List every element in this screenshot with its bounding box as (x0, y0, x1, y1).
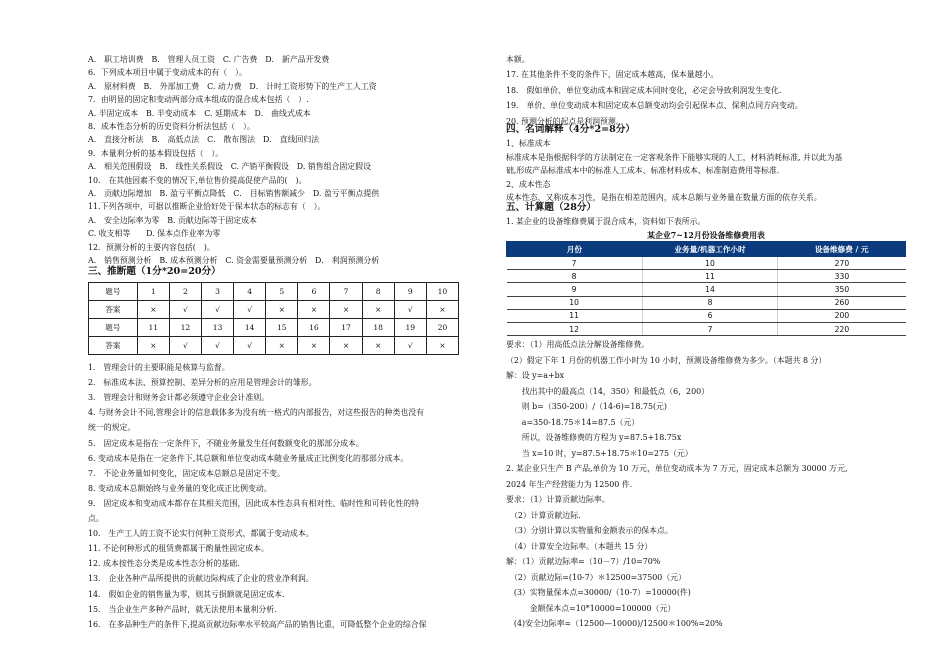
judge-num: 12 (169, 319, 201, 337)
judge-num: 4 (234, 283, 266, 301)
table-cell: 11 (642, 270, 778, 283)
judge-num: 16 (298, 319, 330, 337)
text-line: 16． 在多品种生产的条件下,提高贡献边际率水平较高产品的销售比重，可降低整个企业的综合保 (88, 619, 427, 629)
table-cell: 6 (642, 309, 778, 322)
text-line: 标准成本是指根据科学的方法制定在一定客观条件下能够实现的人工，材料消耗标准, 并以此为基 (506, 152, 843, 162)
judge-num: 9 (394, 283, 426, 301)
judge-section-title: 三、推断题（1分*20=20分） (88, 266, 221, 277)
text-line: 本额。 (506, 55, 530, 64)
table-cell: 9 (507, 283, 643, 296)
judge-answer: × (266, 301, 298, 319)
text-line: a=350-18.75＊14=87.5（元） (506, 417, 640, 427)
text-line: 统一的规定。 (88, 423, 136, 433)
table-cell: 10 (507, 296, 643, 309)
text-line: 12．预测分析的主要内容包括( )。 (88, 242, 215, 252)
text-line: 4. 与财务会计不同,管理会计的信息载体多为没有统一格式的内部报告，对这些报告的种类也没有 (88, 408, 425, 418)
judge-num: 2 (169, 283, 201, 301)
judge-row-answers-1 (89, 301, 459, 319)
judge-answer: × (298, 337, 330, 355)
text-line: （2）假定下年 1 月份的机器工作小时为 10 小时，预测设备维修费为多少。（本题共 8 分） (506, 355, 827, 365)
text-line: （2）贡献边际=(10-7）＊12500=37500（元） (506, 572, 686, 582)
text-line: 17. 在其他条件不变的条件下，固定成本越高，保本量越小。 (506, 70, 719, 80)
judge-num: 11 (137, 319, 169, 337)
judge-num: 1 (137, 283, 169, 301)
judge-num: 10 (426, 283, 458, 301)
table-row (507, 322, 906, 335)
judge-answer: √ (234, 337, 266, 355)
judge-ans-label: 答案 (89, 301, 138, 319)
text-line: (3）实物量保本点=30000/（10-7）=10000(件) (506, 588, 691, 597)
table-body (507, 257, 906, 336)
table-cell: 7 (642, 322, 778, 335)
text-line: （3）分别计算以实物量和金额表示的保本点。 (506, 526, 673, 535)
table-row (507, 257, 906, 270)
text-line: 1、标准成本 (506, 139, 551, 148)
text-line: 要求：（1）用高低点法分解设备维修费。 (506, 340, 650, 349)
text-line: 1． 管理会计的主要职能是核算与监督。 (88, 363, 230, 372)
text-line: 点。 (88, 514, 104, 523)
table-cell: 12 (507, 322, 643, 335)
text-line: A． 职工培训费 B． 管理人员工资 C. 广告费 D． 新产品开发费 (88, 55, 330, 64)
header-maintenance-cost: 设备维修费 / 元 (778, 242, 906, 257)
text-line: （2）计算贡献边际. (506, 510, 581, 520)
judge-num: 14 (234, 319, 266, 337)
text-line: 7．由明显的固定和变动两部分成本组成的混合成本包括（ ）. (88, 95, 309, 105)
judge-head-label: 题号 (89, 319, 138, 337)
header-month: 月份 (507, 242, 643, 257)
maintenance-cost-table (506, 241, 906, 336)
text-line: A． 安全边际率为零 B. 贡献边际等于固定成本 (88, 215, 257, 225)
judge-num: 20 (426, 319, 458, 337)
judge-answer: × (330, 337, 362, 355)
text-line: 19． 单价、单位变动成本和固定成本总额变动均会引起保本点、保利点同方向变动。 (506, 101, 803, 111)
judge-num: 13 (201, 319, 233, 337)
text-line: 15． 当企业生产多种产品时，就无法使用本量利分析. (88, 604, 277, 614)
calc-table-title: 某企业7~12月份设备维修费用表 (647, 231, 765, 240)
text-line: 2、成本性态 (506, 179, 551, 189)
text-line: 解：（1）贡献边际率=（10－7）/10=70% (506, 557, 661, 566)
table-cell: 7 (507, 257, 643, 270)
text-line: (4)安全边际率=（12500—10000)/12500＊100%=20% (506, 619, 723, 628)
text-line: 9．本量利分析的基本假设包括（ ）。 (88, 148, 224, 158)
judge-answer: √ (394, 337, 426, 355)
judge-num: 18 (362, 319, 394, 337)
judge-num: 19 (394, 319, 426, 337)
text-line: 20. 预测分析的起点是利润预测。 (506, 116, 624, 126)
text-line: 找出其中的最高点（14，350）和最低点（6，200） (506, 386, 709, 396)
judge-row-answers-2 (89, 337, 459, 355)
table-cell: 8 (642, 296, 778, 309)
calc-intro: 1. 某企业的设备维修费属于混合成本，资料如下表所示。 (506, 217, 706, 226)
judge-answer: × (330, 301, 362, 319)
judge-answer: √ (394, 301, 426, 319)
judge-answer: √ (169, 301, 201, 319)
judge-answer: × (362, 337, 394, 355)
judge-answer: × (362, 301, 394, 319)
calc-section-title: 五、计算题（28分） (506, 202, 597, 213)
judge-num: 17 (330, 319, 362, 337)
text-line: 2024 年生产经营能力为 12500 件. (506, 479, 633, 489)
text-line: A． 相关范围假设 B． 线性关系假设 C. 产销平衡假设 D. 销售组合固定假设 (88, 162, 371, 172)
text-line: 6．下列成本项目中属于变动成本的有（ ）。 (88, 68, 247, 78)
judge-num: 8 (362, 283, 394, 301)
judge-answer: × (137, 301, 169, 319)
text-line: 要求：（1）计算贡献边际率。 (506, 495, 610, 504)
table-cell: 350 (778, 283, 906, 296)
text-line: 18． 假如单价、单位变动成本和固定成本同时变化，必定会导致利润发生变化. (506, 85, 782, 95)
table-cell: 11 (507, 309, 643, 322)
judge-answer: √ (201, 337, 233, 355)
table-header-row (507, 242, 906, 257)
table-cell: 8 (507, 270, 643, 283)
table-cell: 220 (778, 322, 906, 335)
text-line: 3． 管理会计和财务会计都必须遵守企业会计准则。 (88, 393, 270, 403)
text-line: A． 贡献边际增加 B. 盈亏平衡点降低 C． 目标销售额减少 D. 盈亏平衡点提供 (88, 189, 380, 198)
text-line: A． 直接分析法 B． 高低点法 C． 散布图法 D． 直线回归法 (88, 135, 320, 145)
text-line: C. 收支相等 D. 保本点作业率为零 (88, 229, 221, 239)
text-line: 11.下列各项中，可据以推断企业恰好处于保本状态的标志有（ ）。 (88, 202, 326, 212)
text-line: A. 半固定成本 B. 半变动成本 C. 延期成本 D． 曲线式成本 (88, 108, 311, 118)
table-cell: 330 (778, 270, 906, 283)
text-line: 所以，设备维修费的方程为 y=87.5+18.75x (506, 433, 682, 442)
header-machine-hours: 业务量/机器工作小时 (642, 242, 778, 257)
judge-answer: √ (169, 337, 201, 355)
text-line: 则 b=（350-200）/（14-6)=18.75(元) (506, 402, 668, 411)
judge-num: 6 (298, 283, 330, 301)
judge-num: 7 (330, 283, 362, 301)
noun-section-title: 四、名词解释（4分*2=8分） (506, 124, 636, 135)
judge-num: 15 (266, 319, 298, 337)
table-row (507, 309, 906, 322)
text-line: 5． 固定成本是指在一定条件下，不随业务量发生任何数额变化的那部分成本。 (88, 438, 364, 448)
text-line: A． 销售预测分析 B. 成本预测分析 C. 资金需要量预测分析 D． 利润预测分析 (88, 256, 380, 265)
table-cell: 270 (778, 257, 906, 270)
judge-answer-table (88, 282, 459, 355)
text-line: 2． 标准成本法、预算控制、差异分析的应用是管理会计的雏形。 (88, 378, 317, 388)
table-row (507, 283, 906, 296)
judge-num: 3 (201, 283, 233, 301)
text-line: 8．成本性态分析的历史资料分析法包括（ ）。 (88, 122, 255, 131)
table-cell: 10 (642, 257, 778, 270)
text-line: （4）计算安全边际率。（本题共 15 分） (506, 541, 653, 551)
text-line: 2. 某企业只生产 B 产品,单价为 10 万元，单位变动成本为 7 万元，固定成本总额为 30000 万元, (506, 464, 848, 473)
text-line: 9． 固定成本和变动成本都存在其相关范围，因此成本性态具有相对性、临时性和可转化性的特 (88, 498, 420, 508)
table-row (507, 296, 906, 309)
text-line: 8. 变动成本总额始终与业务量的变化成正比例变动。 (88, 483, 272, 493)
judge-answer: √ (234, 301, 266, 319)
judge-num: 5 (266, 283, 298, 301)
judge-answer: × (426, 301, 458, 319)
judge-answer: √ (201, 301, 233, 319)
text-line: 7． 不论业务量如何变化，固定成本总额总是固定不变。 (88, 468, 285, 478)
text-line: 10． 在其他因素不变的情况下,单位售价提高促使产品的( )。 (88, 175, 307, 185)
judge-answer: × (426, 337, 458, 355)
text-line: 10． 生产工人的工资不论实行何种工资形式，都属于变动成本。 (88, 529, 314, 539)
text-line: 成本性态，又称成本习性，是指在相差范围内，成本总额与业务量在数量方面的依存关系。 (506, 193, 822, 203)
text-line: 6. 变动成本是指在一定条件下,其总额和单位变动成本随业务量成正比例变化的那部分成本。 (88, 453, 409, 463)
judge-head-label: 题号 (89, 283, 138, 301)
judge-row-numbers-1 (89, 283, 459, 301)
text-line: 金额保本点=10*10000=100000（元） (506, 603, 676, 613)
text-line: 12. 成本按性态分类是成本性态分析的基础. (88, 559, 240, 569)
text-line: 础,形成产品标准成本中的标准人工成本、标准材料成本、标准制造费用等标准. (506, 166, 780, 176)
judge-answer: × (137, 337, 169, 355)
judge-answer: × (298, 301, 330, 319)
text-line: 13． 企业各种产品所提供的贡献边际构成了企业的营业净利润。 (88, 574, 314, 584)
table-cell: 260 (778, 296, 906, 309)
text-line: A． 原材料费 B． 外部加工费 C. 动力费 D． 计时工资形势下的生产工人工资 (88, 81, 377, 91)
text-line: 解：设 y=a+bx (506, 371, 565, 380)
table-cell: 200 (778, 309, 906, 322)
text-line: 当 x=10 时，y=87.5+18.75＊10=275（元） (506, 448, 693, 458)
table-row (507, 270, 906, 283)
text-line: 14． 假如企业的销售量为零，则其亏损额就是固定成本. (88, 589, 285, 599)
table-cell: 14 (642, 283, 778, 296)
judge-row-numbers-2 (89, 319, 459, 337)
judge-ans-label: 答案 (89, 337, 138, 355)
text-line: 11. 不论何种形式的租赁费都属于酌量性固定成本。 (88, 544, 269, 554)
judge-answer: × (266, 337, 298, 355)
